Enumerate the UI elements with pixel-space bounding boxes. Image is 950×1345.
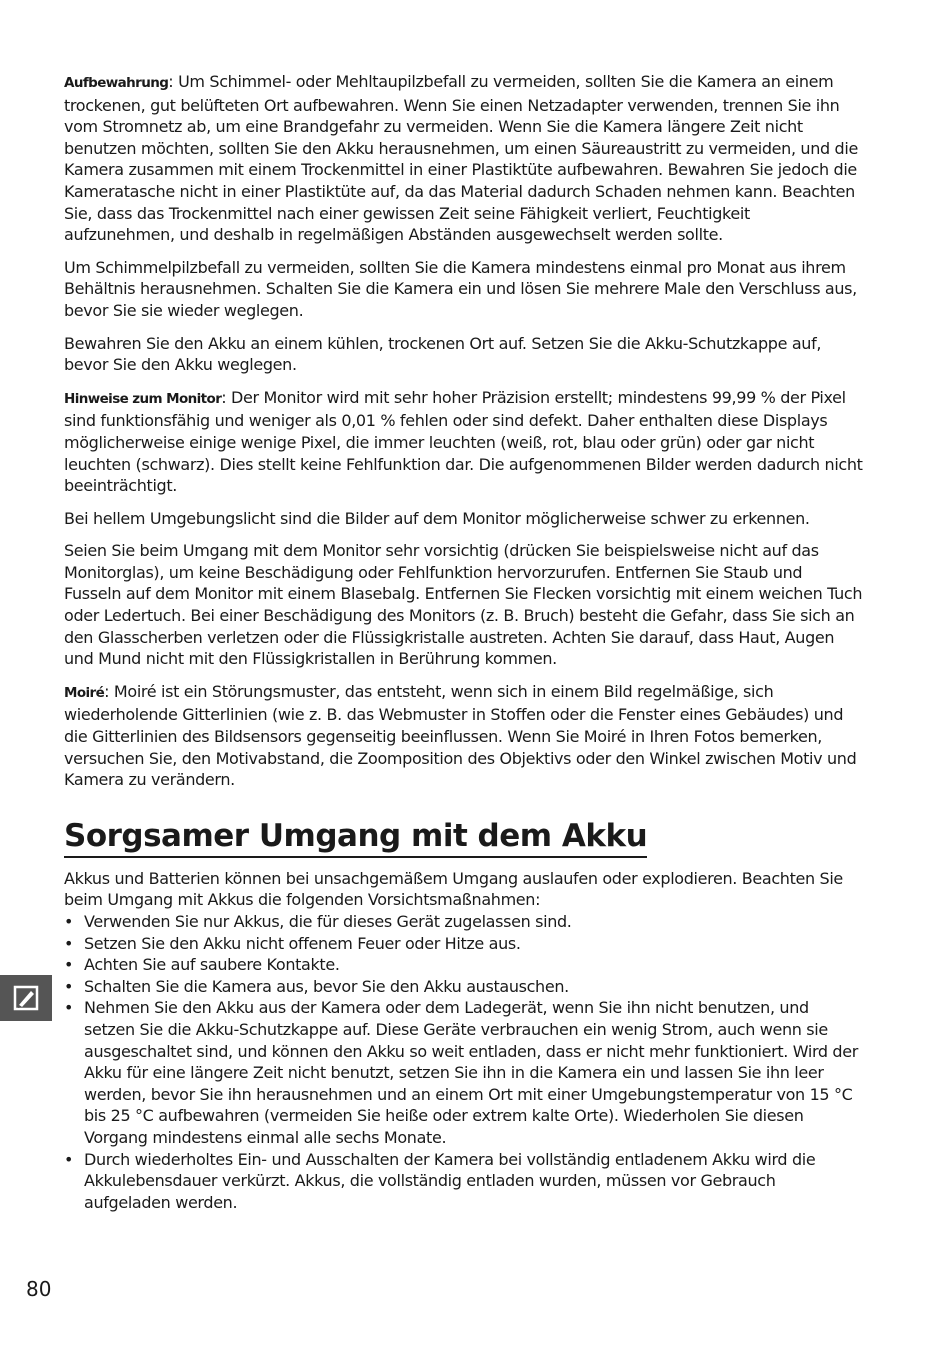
paragraph-text: : Um Schimmel- oder Mehltaupilzbefall zu vermeiden, sollten Sie die Kamera an einem trockenen, gut belüfteten Ort aufbewahren. Wenn Sie einen Netzadapter verwenden, trennen Sie ihn vom Stromnetz ab, um eine Brandgefahr zu vermeiden. Wenn Sie die Kamera längere Zeit nicht benutzen möchten, sollten Sie den Akku herausnehmen, um einen Säureaustritt zu vermeiden, und die Kamera zusammen mit einem Trockenmittel in einer Plastiktüte aufbewahren. Bewahren Sie jedoch die Kameratasche nicht in einer Plastiktüte auf, da das Material dadurch Schaden nehmen kann. Beachten Sie, dass das Trockenmittel nach einer gewissen Zeit seine Fähigkeit verliert, Feuchtigkeit aufzunehmen, und deshalb in regelmäßigen Abständen ausgewechselt werden sollte.	[64, 72, 858, 245]
list-item-text: Durch wiederholtes Ein- und Ausschalten der Kamera bei vollständig entladenem Akku wird die Akkulebensdauer verkürzt. Akkus, die vollständig entladen wurden, müssen vor Gebrauch aufgeladen werden.	[84, 1149, 816, 1212]
paragraph-text: : Der Monitor wird mit sehr hoher Präzision erstellt; mindestens 99,99 % der Pixel sind funktionsfähig und weniger als 0,01 % fehlen oder sind defekt. Daher enthalten diese Displays möglicherweise einige wenige Pixel, die immer leuchten (weiß, rot, blau oder grün) oder gar nicht leuchten (schwarz). Dies stellt keine Fehlfunktion dar. Die aufgenommenen Bilder werden dadurch nicht beeinträchtigt.	[64, 387, 863, 496]
precautions-list	[64, 911, 864, 1213]
list-item	[64, 997, 864, 1148]
paragraph-aufbewahrung	[64, 71, 864, 246]
list-item-text: Achten Sie auf saubere Kontakte.	[84, 955, 340, 975]
list-item	[64, 911, 864, 933]
term-label: Aufbewahrung	[64, 75, 169, 91]
paragraph-text: : Moiré ist ein Störungsmuster, das entsteht, wenn sich in einem Bild regelmäßige, sich wiederholende Gitterlinien (wie z. B. das Webmuster in Stoffen oder die Fenster eines Gebäudes) und die Gitterlinien des Bildsensors gegenseitig beeinflussen. Wenn Sie Moiré in Ihren Fotos bemerken, versuchen Sie, den Motivabstand, die Zoomposition des Objektivs oder den Winkel zwischen Motiv und Kamera zu verändern.	[64, 681, 857, 790]
bullet-icon: •	[64, 976, 74, 996]
paragraph-text: Bei hellem Umgebungslicht sind die Bilder auf dem Monitor möglicherweise schwer zu erkennen.	[64, 508, 810, 528]
list-item	[64, 1149, 864, 1214]
paragraph-monitor-care	[64, 540, 864, 670]
page-number: 80	[26, 1277, 52, 1301]
paragraph-bright-light	[64, 508, 864, 530]
list-item-text: Nehmen Sie den Akku aus der Kamera oder dem Ladegerät, wenn Sie ihn nicht benutzen, und setzen Sie die Akku-Schutzkappe auf. Diese Geräte verbrauchen ein wenig Strom, auch wenn sie ausgeschaltet sind, und können den Akku so weit entladen, dass er nicht mehr funktioniert. Wird der Akku für eine längere Zeit nicht benutzt, setzen Sie ihn in die Kamera ein und lassen Sie ihn leer werden, bevor Sie ihn herausnehmen und an einem Ort mit einer Umgebungstemperatur von 15 °C bis 25 °C aufbewahren (vermeiden Sie heiße oder extrem kalte Orte). Wiederholen Sie diesen Vorgang mindestens einmal alle sechs Monate.	[84, 998, 858, 1147]
paragraph-battery-storage	[64, 333, 864, 376]
paragraph-text: Seien Sie beim Umgang mit dem Monitor sehr vorsichtig (drücken Sie beispielsweise nicht auf das Monitorglas), um keine Beschädigung oder Fehlfunktion hervorzurufen. Entfernen Sie Staub und Fusseln auf dem Monitor mit einem Blasebalg. Entfernen Sie Flecken vorsichtig mit einem weichen Tuch oder Ledertuch. Bei einer Beschädigung des Monitors (z. B. Bruch) besteht die Gefahr, dass Sie sich an den Glasscherben verletzen oder die Flüssigkristalle austreten. Achten Sie darauf, dass Haut, Augen und Mund nicht mit den Flüssigkristallen in Berührung kommen.	[64, 541, 863, 669]
paragraph-mold-prevention	[64, 257, 864, 322]
list-item	[64, 933, 864, 955]
paragraph-text: Bewahren Sie den Akku an einem kühlen, trockenen Ort auf. Setzen Sie die Akku-Schutzkappe auf, bevor Sie den Akku weglegen.	[64, 333, 822, 375]
bullet-icon: •	[64, 912, 74, 931]
paragraph-monitor-notes	[64, 387, 864, 497]
notes-pencil-icon	[13, 985, 39, 1011]
bullet-icon: •	[64, 955, 74, 975]
bullet-icon: •	[64, 998, 74, 1018]
page-content	[64, 71, 864, 1213]
bullet-icon: •	[64, 933, 74, 953]
paragraph-text: Um Schimmelpilzbefall zu vermeiden, sollten Sie die Kamera mindestens einmal pro Monat aus ihrem Behältnis herausnehmen. Schalten Sie die Kamera ein und lösen Sie mehrere Male den Verschluss aus, bevor Sie sie wieder weglegen.	[64, 257, 857, 320]
term-label: Hinweise zum Monitor	[64, 390, 222, 407]
side-tab	[0, 975, 52, 1021]
list-item	[64, 954, 864, 976]
section-heading: Sorgsamer Umgang mit dem Akku	[64, 816, 647, 858]
list-item-text: Verwenden Sie nur Akkus, die für dieses Gerät zugelassen sind.	[84, 912, 572, 931]
paragraph-moire	[64, 681, 864, 791]
list-item-text: Setzen Sie den Akku nicht offenem Feuer oder Hitze aus.	[84, 933, 521, 953]
bullet-icon: •	[64, 1149, 74, 1169]
term-label: Moiré	[64, 684, 105, 701]
list-item	[64, 976, 864, 998]
section-intro: Akkus und Batterien können bei unsachgemäßem Umgang auslaufen oder explodieren. Beachten Sie beim Umgang mit Akkus die folgenden Vorsichtsmaßnahmen:	[64, 868, 843, 910]
list-item-text: Schalten Sie die Kamera aus, bevor Sie den Akku austauschen.	[84, 976, 569, 996]
